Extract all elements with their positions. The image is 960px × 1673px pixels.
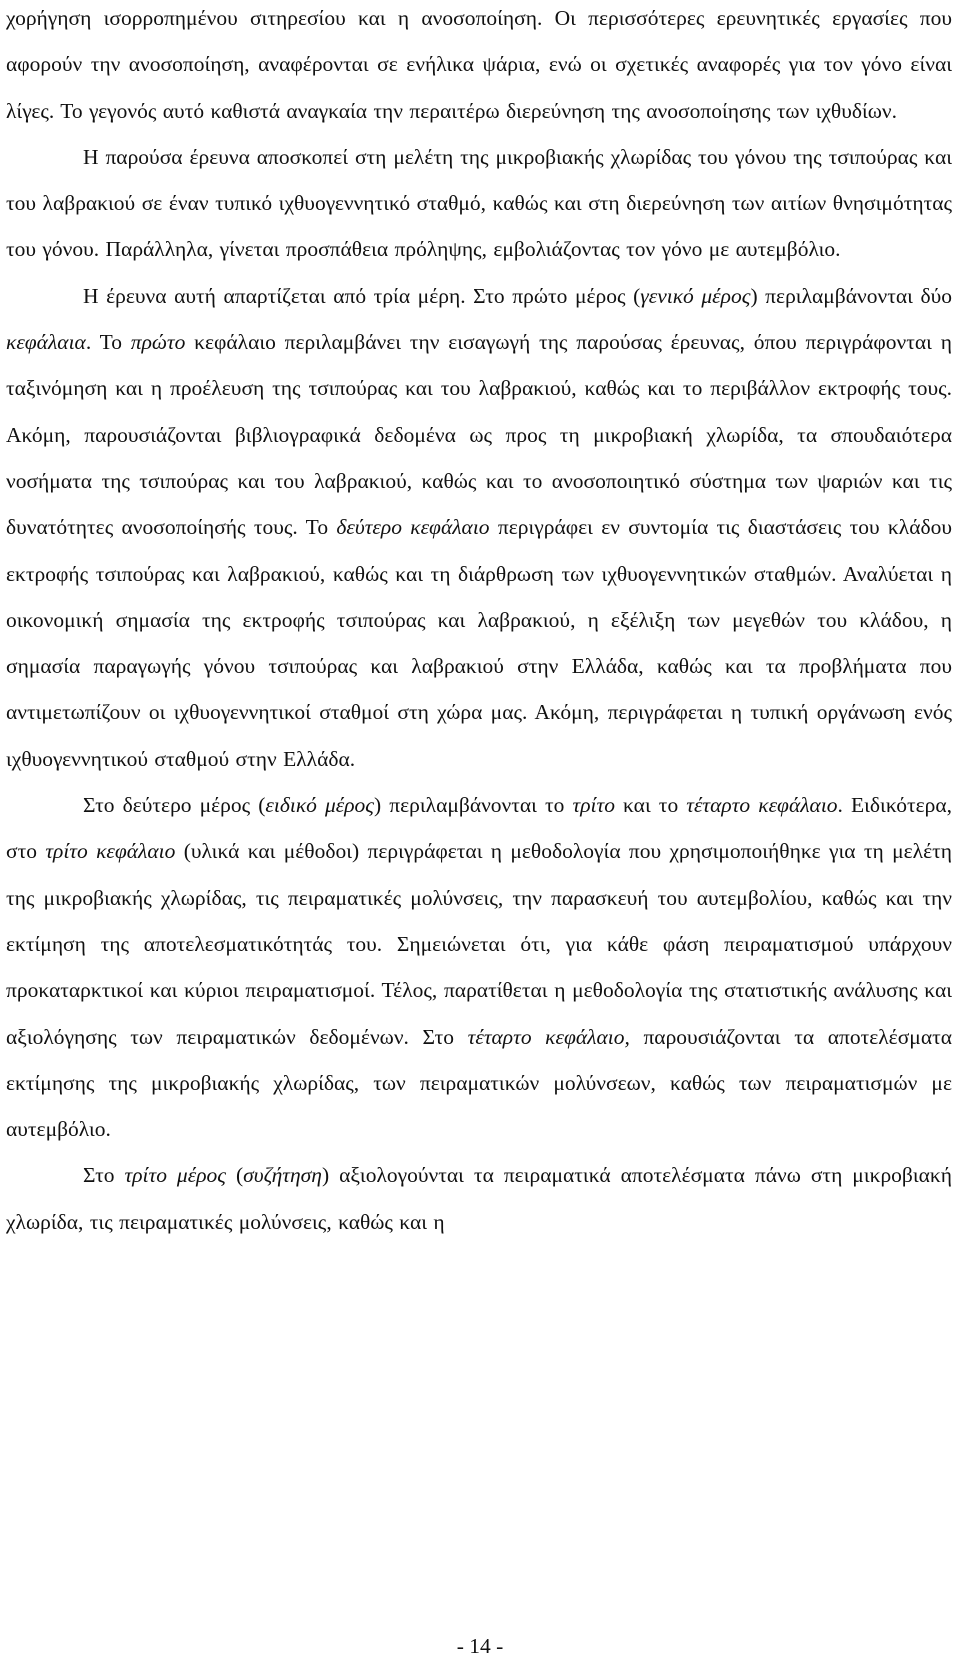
paragraph: [6, 134, 952, 273]
page-number: - 14 -: [456, 1634, 504, 1658]
text-run: παρουσιάζονται τα αποτελέσματα εκτίμησης της μικροβιακής χλωρίδας, των πειραματικών μολύνσεων, καθώς των πειραματισμών με αυτεμβόλιο.: [6, 1024, 952, 1142]
text-run: Στο δεύτερο μέρος (: [83, 793, 266, 818]
body-text: [6, 0, 952, 1245]
paragraph: [6, 782, 952, 1152]
paragraph: [6, 1152, 952, 1245]
text-run: κεφάλαιο περιλαμβάνει την εισαγωγή της παρούσας έρευνας, όπου περιγράφονται η ταξινόμηση και η προέλευση της τσιπούρας και του λαβρακιού, καθώς και το περιβάλλον εκτροφής τους. Ακόμη, παρουσιάζονται βιβλιογραφικά δεδομένα ως προς τη μικροβιακή χλωρίδα, τα σπουδαιότερα νοσήματα της τσιπούρας και του λαβρακιού, καθώς και το ανοσοποιητικό σύστημα των ψαριών και τις δυνατότητες ανοσοποίησής τους. Το: [6, 330, 953, 540]
paragraph: [6, 0, 952, 134]
text-run: . Ειδικότερα, στο: [6, 793, 952, 864]
italic-text-run: τέταρτο κεφάλαιο: [686, 793, 838, 818]
italic-text-run: ειδικό μέρος: [265, 793, 375, 818]
text-run: ) αξιολογούνται τα πειραματικά αποτελέσματα πάνω στη μικροβιακή χλωρίδα, τις πειραματικές μολύνσεις, καθώς και η: [6, 1163, 952, 1234]
text-run: (: [226, 1163, 244, 1188]
italic-text-run: πρώτο: [130, 330, 186, 355]
text-run: ) περιλαμβάνονται το: [374, 793, 573, 818]
text-run: Η παρούσα έρευνα αποσκοπεί στη μελέτη της μικροβιακής χλωρίδας του γόνου της τσιπούρας και του λαβρακιού σε έναν τυπικό ιχθυογεννητικό σταθμό, καθώς και στη διερεύνηση των αιτίων θνησιμότητας του γόνου. Παράλληλα, γίνεται προσπάθεια πρόληψης, εμβολιάζοντας τον γόνο με αυτεμβόλιο.: [6, 144, 952, 262]
text-run: Στο: [83, 1163, 125, 1188]
italic-text-run: τρίτο: [572, 793, 615, 818]
paragraph: [6, 273, 952, 782]
italic-text-run: συζήτηση: [243, 1163, 322, 1188]
italic-text-run: κεφάλαια: [6, 330, 86, 355]
italic-text-run: τρίτο κεφάλαιο: [45, 839, 176, 864]
italic-text-run: τρίτο μέρος: [124, 1163, 226, 1188]
text-run: ) περιλαμβάνονται δύο: [750, 283, 952, 308]
text-run: χορήγηση ισορροπημένου σιτηρεσίου και η ανοσοποίηση. Οι περισσότερες ερευνητικές εργασίες που αφορούν την ανοσοποίηση, αναφέρονται σε ενήλικα ψάρια, ενώ οι σχετικές αναφορές για τον γόνο είναι λίγες. Το γεγονός αυτό καθιστά αναγκαία την περαιτέρω διερεύνηση της ανοσοποίησης των ιχθυδίων.: [6, 6, 952, 123]
italic-text-run: γενικό μέρος: [640, 283, 751, 308]
text-run: και το: [614, 793, 687, 818]
text-run: Η έρευνα αυτή απαρτίζεται από τρία μέρη. Στο πρώτο μέρος (: [83, 283, 641, 308]
italic-text-run: τέταρτο κεφάλαιο,: [467, 1024, 630, 1049]
italic-text-run: δεύτερο κεφάλαιο: [336, 515, 490, 540]
text-run: (υλικά και μέθοδοι) περιγράφεται η μεθοδολογία που χρησιμοποιήθηκε για τη μελέτη της μικροβιακής χλωρίδας, τις πειραματικές μολύνσεις, την παρασκευή του αυτεμβολίου, καθώς και την εκτίμηση της αποτελεσματικότητάς του. Σημειώνεται ότι, για κάθε φάση πειραματισμού υπάρχουν προκαταρκτικοί και κύριοι πειραματισμοί. Τέλος, παρατίθεται η μεθοδολογία της στατιστικής ανάλυσης και αξιολόγησης των πειραματικών δεδομένων. Στο: [6, 839, 953, 1049]
text-run: περιγράφει εν συντομία τις διαστάσεις του κλάδου εκτροφής τσιπούρας και λαβρακιού, καθώς και τη διάρθρωση των ιχθυογεννητικών σταθμών. Αναλύεται η οικονομική σημασία της εκτροφής τσιπούρας και λαβρακιού, η εξέλιξη των μεγεθών του κλάδου, η σημασία παραγωγής γόνου τσιπούρας και λαβρακιού στην Ελλάδα, καθώς και τα προβλήματα που αντιμετωπίζουν οι ιχθυογεννητικοί σταθμοί στη χώρα μας. Ακόμη, περιγράφεται η τυπική οργάνωση ενός ιχθυογεννητικού σταθμού στην Ελλάδα.: [6, 515, 952, 771]
text-run: . Το: [85, 330, 131, 355]
